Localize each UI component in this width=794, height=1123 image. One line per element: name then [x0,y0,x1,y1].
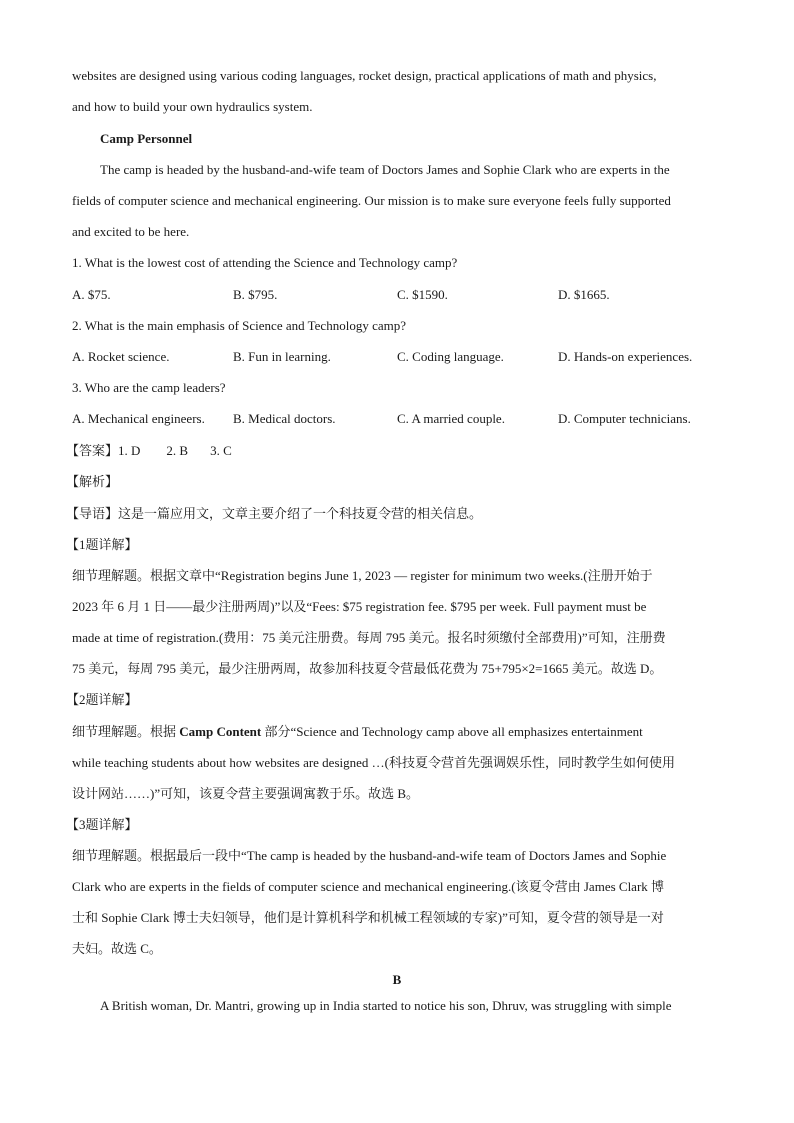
option-b: B. Fun in learning. [233,349,331,364]
detail-3-label: 【3题详解】 [66,817,138,832]
question-stem-1: 1. What is the lowest cost of attending the Science and Technology camp? [72,255,458,270]
detail-3-text-line: Clark who are experts in the fields of computer science and mechanical engineering.(该夏令营由 James Clark 博 [72,879,665,894]
answer-label: 【答案】 [66,443,119,458]
answer-item-3: 3. C [210,443,232,458]
option-b: B. Medical doctors. [233,411,336,426]
guide-text: 这是一篇应用文，文章主要介绍了一个科技夏令营的相关信息。 [118,506,483,521]
option-c: C. $1590. [397,287,448,302]
guide-label: 【导语】 [66,506,119,521]
section-b-heading: B [392,972,402,987]
detail-2-text-post: 部分“Science and Technology camp above all emphasizes entertainment [261,724,643,739]
passage-text-line: fields of computer science and mechanical engineering. Our mission is to make sure everyone feels fully supported [72,193,671,208]
option-a: A. Rocket science. [72,349,170,364]
passage-text-line: and excited to be here. [72,224,190,239]
detail-2-text-line: 设计网站……)”可知，该夏令营主要强调寓教于乐。故选 B。 [72,786,420,801]
analysis-label: 【解析】 [66,474,119,489]
option-d: D. Hands-on experiences. [558,349,693,364]
passage-text-line: The camp is headed by the husband-and-wife team of Doctors James and Sophie Clark who are experts in the [100,162,670,177]
answer-item-2: 2. B [166,443,189,458]
answer-item-1: 1. D [118,443,141,458]
detail-1-text-line: 细节理解题。根据文章中“Registration begins June 1, 2023 — register for minimum two weeks.(注册开始于 [72,568,653,583]
detail-2-text-line [72,724,724,740]
option-d: D. Computer technicians. [558,411,691,426]
detail-3-text-line: 士和 Sophie Clark 博士夫妇领导，他们是计算机科学和机械工程领域的专家)”可知，夏令营的领导是一对 [72,910,664,925]
guide-line [66,506,718,522]
section-heading-camp-personnel: Camp Personnel [100,131,193,146]
detail-2-text-line: while teaching students about how websites are designed …(科技夏令营首先强调娱乐性，同时教学生如何使用 [72,755,675,770]
section-b-text-line: A British woman, Dr. Mantri, growing up in India started to notice his son, Dhruv, was struggling with simple [100,998,672,1013]
camp-content-reference: Camp Content [179,724,262,739]
option-c: C. Coding language. [397,349,504,364]
detail-2-label: 【2题详解】 [66,692,138,707]
answer-line [66,443,718,459]
question-stem-2: 2. What is the main emphasis of Science and Technology camp? [72,318,406,333]
detail-2-text-pre: 细节理解题。根据 [72,724,180,739]
detail-1-text-line: 2023 年 6 月 1 日——最少注册两周)”以及“Fees: $75 registration fee. $795 per week. Full payment must be [72,599,647,614]
detail-3-text-line: 夫妇。故选 C。 [72,941,162,956]
option-c: C. A married couple. [397,411,505,426]
detail-1-text-line: 75 美元，每周 795 美元，最少注册两周，故参加科技夏令营最低花费为 75+795×2=1665 美元。故选 D。 [72,661,663,676]
passage-text-line: and how to build your own hydraulics system. [72,99,313,114]
passage-text-line: websites are designed using various coding languages, rocket design, practical applications of math and physics, [72,68,657,83]
option-b: B. $795. [233,287,278,302]
detail-1-label: 【1题详解】 [66,537,138,552]
detail-3-text-line: 细节理解题。根据最后一段中“The camp is headed by the husband-and-wife team of Doctors James and Sophie [72,848,667,863]
option-a: A. $75. [72,287,111,302]
detail-1-text-line: made at time of registration.(费用：75 美元注册费。每周 795 美元。报名时须缴付全部费用)”可知，注册费 [72,630,666,645]
option-a: A. Mechanical engineers. [72,411,205,426]
option-d: D. $1665. [558,287,610,302]
question-stem-3: 3. Who are the camp leaders? [72,380,226,395]
